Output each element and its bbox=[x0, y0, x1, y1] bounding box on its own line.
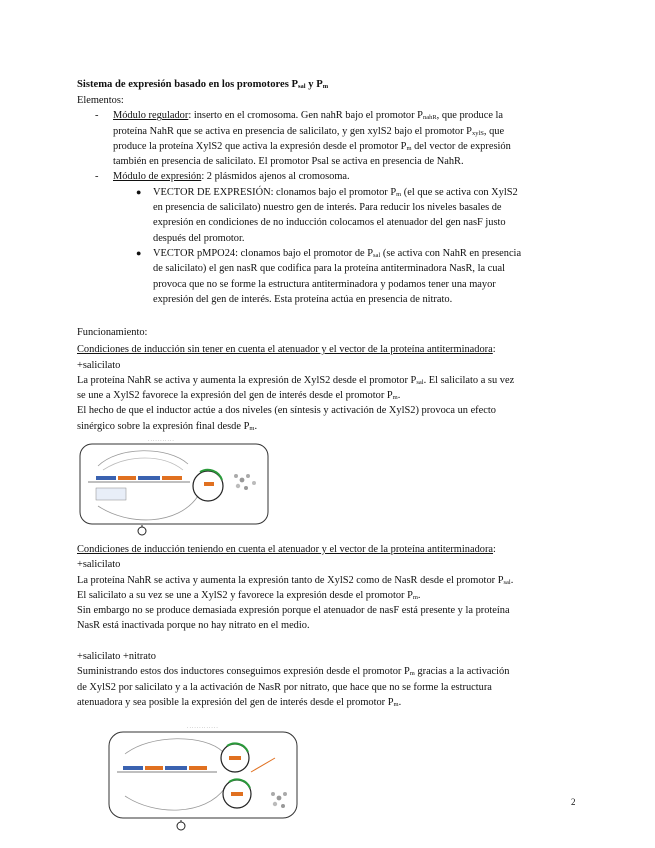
induction-diagram-1 bbox=[78, 436, 270, 540]
funcionamiento-label: Funcionamiento: bbox=[77, 327, 148, 338]
svg-text:· · · · · · · · · · · · ·: · · · · · · · · · · · · · bbox=[187, 725, 218, 730]
section2-condition: +salicilato bbox=[77, 559, 121, 571]
elements-section bbox=[77, 93, 577, 307]
expression-module-item: - Módulo de expresión: 2 plásmidos ajenos al cromosoma. bbox=[95, 171, 350, 183]
document-title: Sistema de expresión basado en los promotores $P_{sal}$ y $P_m$ bbox=[77, 79, 329, 90]
section1-condition: +salicilato bbox=[77, 359, 121, 371]
svg-text:· · · · · · · · · · ·: · · · · · · · · · · · bbox=[148, 438, 174, 443]
expression-module-label: Módulo de expresión bbox=[113, 171, 202, 183]
section2-block: Condiciones de inducción teniendo en cuenta el atenuador y el vector de la proteína antiterminadora: +salicilato La proteína NahR se activa y aumenta la expresión tanto de XylS2 como de NasR desde el promotor $P_{sal}$. El salicilato a su vez se une a XylS2 y favorece la expresión desde el promotor $P_m$. Sin embargo no se produce demasiada expresión porque el atenuador de nasF está presente y la proteína NasR está inactivada porque no hay nitrato en el medio. +salicilato +nitrato Suministrando estos dos inductores conseguimos expresión desde el promotor $P_m$ gracias a la activación de XylS2 por salicilato y a la activación de NasR por nitrato, que hace que no se forme la estructura atenuadora y sea posible la expresión del gen de interés desde el promotor $P_m$. bbox=[77, 542, 577, 710]
section2-heading: Condiciones de inducción teniendo en cuenta el atenuador y el vector de la proteína antiterminadora: bbox=[77, 544, 496, 555]
expression-vector-item: ● VECTOR DE EXPRESIÓN: clonamos bajo el promotor $P_m$ (el que se activa con XylS2 en presencia de salicilato) nuestro gen de interés. Para reducir los niveles basales de expresión en condiciones de no inducción colocamos el atenuador del gen nasF justo después del promotor. bbox=[136, 186, 518, 244]
elements-label: Elementos: bbox=[77, 95, 124, 106]
page-number: 2 bbox=[571, 797, 576, 807]
regulator-module-item: - Módulo regulador: inserto en el cromosoma. Gen nahR bajo el promotor $P_{nahR}$, que produce la proteína NahR que se activa en presencia de salicilato, y gen xylS2 bajo el promotor $P_{xylS}$, que produce la proteína XylS2 que activa la expresión desde el promotor $P_m$ del vector de expresión también en presencia de salicilato. El promotor Psal se activa en presencia de NahR. bbox=[95, 110, 511, 168]
induction-diagram-2 bbox=[105, 722, 305, 834]
section2-condition-2: +salicilato +nitrato bbox=[77, 651, 156, 663]
regulator-module-label: Módulo regulador bbox=[113, 110, 189, 122]
pmpo24-vector-item: ● VECTOR pMPO24: clonamos bajo el promotor de $P_{sal}$ (se activa con NahR en presencia de salicilato) el gen nasR que codifica para la proteína antiterminadora NasR, la cual provoca que no se forme la estructura antiterminadora y podamos tener una mayor expresión del gen de interés. Esta proteína actúa en presencia de nitrato. bbox=[136, 247, 522, 305]
section1-heading: Condiciones de inducción sin tener en cuenta el atenuador y el vector de la proteína antiterminadora: bbox=[77, 344, 496, 356]
section1-block: Funcionamiento: Condiciones de inducción sin tener en cuenta el atenuador y el vector de la proteína antiterminadora: +salicilato La proteína NahR se activa y aumenta la expresión de XylS2 desde el promotor $P_{sal}$. El salicilato a su vez se une a XylS2 favorece la expresión del gen de interés desde el promotor $P_m$. El hecho de que el inductor actúe a dos niveles (en síntesis y activación de XylS2) provoca un efecto sinérgico sobre la expresión final desde $P_m$. bbox=[77, 325, 577, 434]
